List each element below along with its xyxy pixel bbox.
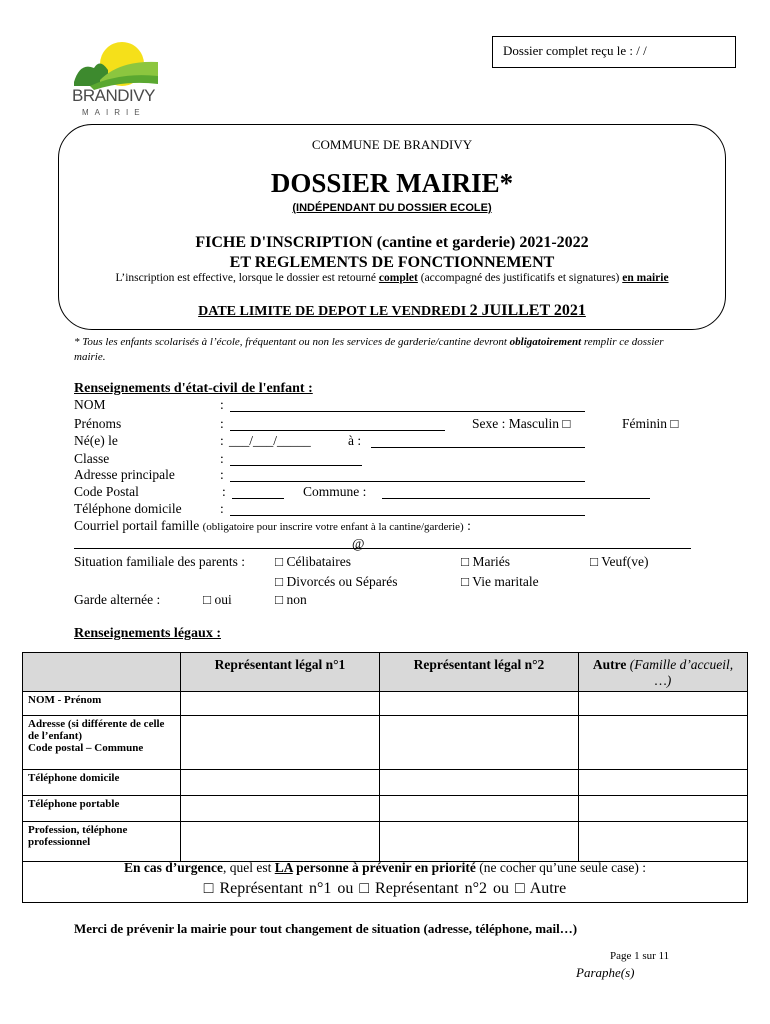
situation-label: Situation familiale des parents :: [74, 554, 245, 569]
urgence-question: En cas d’urgence, quel est LA personne à prévenir en priorité (ne cocher qu’une seule case) :: [123, 860, 647, 875]
ne-le-label: Né(e) le: [74, 433, 118, 448]
at-sign: @: [352, 536, 365, 551]
logo-subtext: MAIRIE: [82, 108, 146, 117]
logo-text: BRANDIVY: [72, 86, 155, 105]
table-cell[interactable]: [181, 716, 380, 770]
page-title: DOSSIER MAIRIE*: [270, 168, 514, 198]
row-label: Téléphone portable: [23, 796, 181, 822]
row-label: Téléphone domicile: [23, 770, 181, 796]
table-cell[interactable]: [181, 770, 380, 796]
colon: :: [220, 451, 224, 466]
colon: :: [220, 397, 224, 412]
prenoms-label: Prénoms: [74, 416, 122, 431]
row-label: NOM - Prénom: [23, 692, 181, 716]
colon: :: [220, 433, 224, 448]
merci-note: Merci de prévenir la mairie pour tout changement de situation (adresse, téléphone, mail…): [74, 921, 578, 936]
commune-field[interactable]: [382, 484, 650, 499]
col-representant-2: Représentant légal n°2: [380, 653, 579, 692]
legal-section-title: Renseignements légaux :: [74, 626, 221, 641]
row-label: Profession, téléphone professionnel: [23, 822, 181, 862]
birth-date-field[interactable]: ___/___/_____: [229, 433, 311, 448]
vie-maritale-checkbox[interactable]: □ Vie maritale: [461, 574, 539, 589]
colon: :: [220, 467, 224, 482]
classe-field[interactable]: [230, 451, 362, 466]
table-cell[interactable]: [181, 796, 380, 822]
child-section-title: Renseignements d'état-civil de l'enfant :: [74, 381, 313, 396]
received-date-box: Dossier complet reçu le : / /: [492, 36, 736, 68]
inscription-note: L’inscription est effective, lorsque le dossier est retourné complet (accompagné des justificatifs et signatures) en mairie: [115, 272, 669, 284]
table-header-empty: [23, 653, 181, 692]
table-cell[interactable]: [380, 692, 579, 716]
table-cell[interactable]: [579, 796, 748, 822]
deadline: DATE LIMITE DE DEPOT LE VENDREDI 2 JUILLET 2021: [198, 302, 586, 319]
commune-title: COMMUNE DE BRANDIVY: [311, 137, 473, 152]
nom-label: NOM: [74, 397, 106, 412]
table-cell[interactable]: [380, 796, 579, 822]
courriel-field[interactable]: [74, 534, 691, 549]
table-cell[interactable]: [380, 770, 579, 796]
adresse-field[interactable]: [230, 467, 585, 482]
prenoms-field[interactable]: [230, 416, 445, 431]
subtitle: (INDÉPENDANT DU DOSSIER ECOLE): [292, 202, 492, 214]
sexe-masculin-checkbox[interactable]: Sexe : Masculin □: [472, 416, 571, 431]
sexe-feminin-checkbox[interactable]: Féminin □: [622, 416, 679, 431]
table-cell[interactable]: [380, 822, 579, 862]
table-cell[interactable]: [579, 770, 748, 796]
table-cell[interactable]: [380, 716, 579, 770]
divorces-checkbox[interactable]: □ Divorcés ou Séparés: [275, 574, 398, 589]
classe-label: Classe: [74, 451, 110, 466]
col-autre: Autre (Famille d’accueil, …): [579, 653, 748, 692]
garde-oui-checkbox[interactable]: □ oui: [203, 592, 232, 607]
header-box: [58, 124, 726, 330]
col-representant-1: Représentant légal n°1: [181, 653, 380, 692]
nom-field[interactable]: [230, 397, 585, 412]
colon: :: [222, 484, 226, 499]
telephone-label: Téléphone domicile: [74, 501, 182, 516]
table-cell[interactable]: [579, 716, 748, 770]
code-postal-label: Code Postal: [74, 484, 139, 499]
garde-label: Garde alternée :: [74, 592, 161, 607]
fiche-title-2: ET REGLEMENTS DE FONCTIONNEMENT: [229, 254, 555, 271]
maries-checkbox[interactable]: □ Mariés: [461, 554, 511, 569]
table-cell[interactable]: [579, 822, 748, 862]
code-postal-field[interactable]: [232, 484, 284, 499]
adresse-label: Adresse principale: [74, 467, 175, 482]
legal-table: [22, 652, 748, 862]
table-cell[interactable]: [181, 692, 380, 716]
courriel-label: Courriel portail famille (obligatoire pour inscrire votre enfant à la cantine/garderie) :: [74, 518, 471, 533]
colon: :: [220, 501, 224, 516]
table-cell[interactable]: [181, 822, 380, 862]
page-number: Page 1 sur 11: [610, 950, 670, 962]
garde-non-checkbox[interactable]: □ non: [275, 592, 307, 607]
paraphe-label: Paraphe(s): [576, 965, 635, 980]
fiche-title-1: FICHE D'INSCRIPTION (cantine et garderie) 2021-2022: [195, 234, 589, 251]
birth-place-label: à :: [348, 433, 362, 448]
footnote: * Tous les enfants scolarisés à l’école, fréquentant ou non les services de garderie/cantine devront obligatoirement remplir ce dossier mairie.: [74, 336, 664, 363]
celibataires-checkbox[interactable]: □ Célibataires: [275, 554, 352, 569]
row-label: Adresse (si différente de celle de l’enfant) Code postal – Commune: [23, 716, 181, 770]
table-cell[interactable]: [579, 692, 748, 716]
colon: :: [220, 416, 224, 431]
birth-place-field[interactable]: [371, 433, 585, 448]
commune-label: Commune :: [303, 484, 367, 499]
urgence-choices[interactable]: □ Représentant n°1 ou □ Représentant n°2 ou □ Autre: [203, 880, 567, 897]
telephone-field[interactable]: [230, 501, 585, 516]
veuf-checkbox[interactable]: □ Veuf(ve): [590, 554, 649, 569]
